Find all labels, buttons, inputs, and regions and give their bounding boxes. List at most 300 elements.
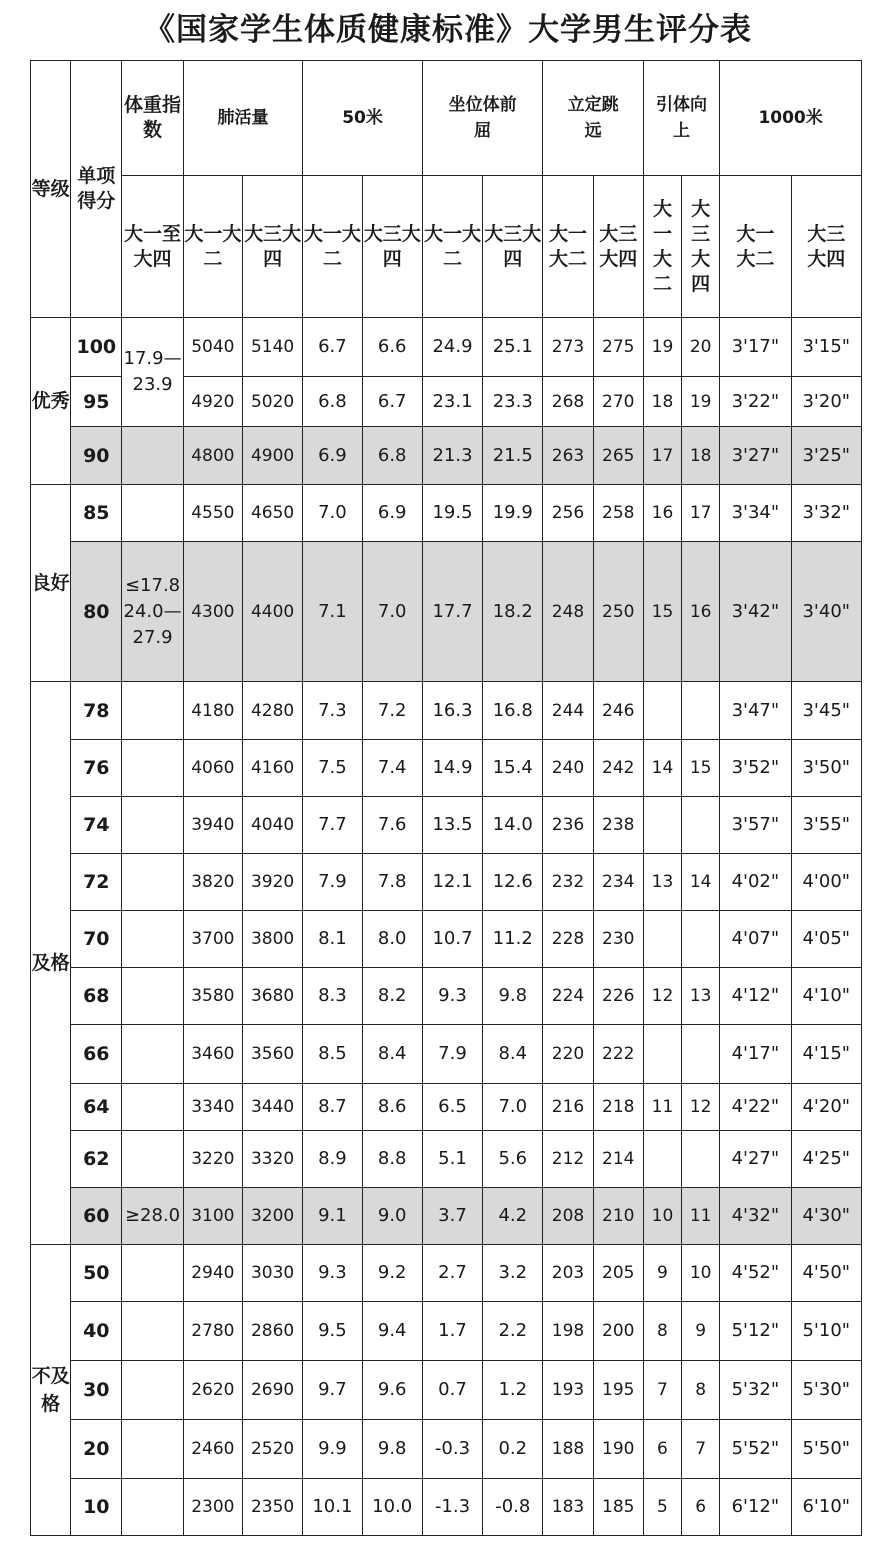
- table-row: [31, 1131, 862, 1188]
- vital-capacity-year34-cell: 4650: [242, 485, 302, 542]
- vital-capacity-year12-cell: 3580: [183, 968, 242, 1025]
- bmi-cell: [122, 1360, 183, 1419]
- table-row: [31, 911, 862, 968]
- subheader-bmi-all-years: 大一至大四: [122, 175, 183, 317]
- jump-year12-cell: 248: [543, 542, 593, 682]
- vital-capacity-year12-cell: 2460: [183, 1419, 242, 1478]
- bmi-cell: [122, 427, 183, 485]
- bmi-cell: [122, 1025, 183, 1084]
- jump-year12-cell: 224: [543, 968, 593, 1025]
- jump-year12-cell: 188: [543, 1419, 593, 1478]
- bmi-cell: [122, 1244, 183, 1301]
- pullup-year12-cell: [643, 797, 681, 854]
- score-cell: 62: [71, 1131, 122, 1188]
- grade-cell: 及格: [31, 682, 71, 1244]
- pullup-year34-cell: 20: [682, 318, 720, 377]
- 50m-year12-cell: 9.1: [303, 1187, 362, 1244]
- pullup-year12-cell: [643, 911, 681, 968]
- 50m-year34-cell: 9.6: [362, 1360, 422, 1419]
- vital-capacity-year12-cell: 3820: [183, 854, 242, 911]
- jump-year12-cell: 263: [543, 427, 593, 485]
- sit-reach-year34-cell: 19.9: [483, 485, 543, 542]
- header-pull-up: 引体向上: [643, 61, 719, 176]
- sit-reach-year12-cell: 9.3: [422, 968, 482, 1025]
- subheader-pullup-year34: 大三大四: [682, 175, 720, 317]
- page-title: 《国家学生体质健康标准》大学男生评分表: [144, 12, 752, 48]
- 1000m-year34-cell: 3'15": [791, 318, 861, 377]
- score-cell: 40: [71, 1301, 122, 1360]
- pullup-year12-cell: 18: [643, 377, 681, 427]
- sit-reach-year34-cell: 7.0: [483, 1084, 543, 1131]
- 50m-year12-cell: 8.9: [303, 1131, 362, 1188]
- subheader-jump-year12: 大一大二: [543, 175, 593, 317]
- vital-capacity-year34-cell: 4160: [242, 740, 302, 797]
- jump-year34-cell: 242: [593, 740, 643, 797]
- score-cell: 85: [71, 485, 122, 542]
- jump-year34-cell: 250: [593, 542, 643, 682]
- jump-year12-cell: 216: [543, 1084, 593, 1131]
- header-sit-and-reach: 坐位体前屈: [422, 61, 543, 176]
- score-cell: 78: [71, 682, 122, 740]
- vital-capacity-year34-cell: 5020: [242, 377, 302, 427]
- 1000m-year12-cell: 3'57": [720, 797, 791, 854]
- subheader-jump-year34: 大三大四: [593, 175, 643, 317]
- 50m-year34-cell: 9.0: [362, 1187, 422, 1244]
- pullup-year34-cell: 13: [682, 968, 720, 1025]
- 50m-year34-cell: 8.6: [362, 1084, 422, 1131]
- sit-reach-year12-cell: 1.7: [422, 1301, 482, 1360]
- sit-reach-year12-cell: 13.5: [422, 797, 482, 854]
- pullup-year34-cell: [682, 1025, 720, 1084]
- table-row: [31, 1025, 862, 1084]
- pullup-year12-cell: 13: [643, 854, 681, 911]
- 1000m-year34-cell: 5'30": [791, 1360, 861, 1419]
- 50m-year12-cell: 8.1: [303, 911, 362, 968]
- table-row: [31, 1478, 862, 1535]
- pullup-year12-cell: 12: [643, 968, 681, 1025]
- score-cell: 76: [71, 740, 122, 797]
- score-cell: 50: [71, 1244, 122, 1301]
- 1000m-year34-cell: 4'00": [791, 854, 861, 911]
- pullup-year12-cell: 14: [643, 740, 681, 797]
- score-cell: 72: [71, 854, 122, 911]
- vital-capacity-year12-cell: 3340: [183, 1084, 242, 1131]
- 50m-year34-cell: 8.0: [362, 911, 422, 968]
- 50m-year12-cell: 7.1: [303, 542, 362, 682]
- vital-capacity-year34-cell: 3560: [242, 1025, 302, 1084]
- vital-capacity-year34-cell: 3320: [242, 1131, 302, 1188]
- score-cell: 100: [71, 318, 122, 377]
- header-50m: 50米: [303, 61, 423, 176]
- subheader-1000m-year34: 大三 大四: [791, 175, 861, 317]
- table-row: [31, 1301, 862, 1360]
- vital-capacity-year34-cell: 3440: [242, 1084, 302, 1131]
- jump-year12-cell: 273: [543, 318, 593, 377]
- 50m-year34-cell: 6.6: [362, 318, 422, 377]
- score-table: [30, 60, 862, 1536]
- jump-year12-cell: 268: [543, 377, 593, 427]
- 50m-year34-cell: 7.2: [362, 682, 422, 740]
- 50m-year12-cell: 7.0: [303, 485, 362, 542]
- table-row: [31, 485, 862, 542]
- table-row: [31, 1084, 862, 1131]
- jump-year12-cell: 232: [543, 854, 593, 911]
- score-cell: 66: [71, 1025, 122, 1084]
- table-row: [31, 542, 862, 682]
- table-row: [31, 1419, 862, 1478]
- jump-year34-cell: 265: [593, 427, 643, 485]
- pullup-year34-cell: 17: [682, 485, 720, 542]
- vital-capacity-year12-cell: 3940: [183, 797, 242, 854]
- pullup-year34-cell: [682, 797, 720, 854]
- sit-reach-year12-cell: 6.5: [422, 1084, 482, 1131]
- 50m-year34-cell: 6.7: [362, 377, 422, 427]
- 1000m-year34-cell: 6'10": [791, 1478, 861, 1535]
- pullup-year34-cell: 16: [682, 542, 720, 682]
- vital-capacity-year12-cell: 4800: [183, 427, 242, 485]
- 50m-year34-cell: 8.8: [362, 1131, 422, 1188]
- 50m-year12-cell: 8.7: [303, 1084, 362, 1131]
- pullup-year34-cell: 12: [682, 1084, 720, 1131]
- 1000m-year12-cell: 4'32": [720, 1187, 791, 1244]
- vital-capacity-year12-cell: 3220: [183, 1131, 242, 1188]
- jump-year34-cell: 234: [593, 854, 643, 911]
- table-row: [31, 740, 862, 797]
- vital-capacity-year12-cell: 4060: [183, 740, 242, 797]
- 1000m-year12-cell: 5'12": [720, 1301, 791, 1360]
- 1000m-year34-cell: 3'20": [791, 377, 861, 427]
- pullup-year34-cell: [682, 1131, 720, 1188]
- sit-reach-year12-cell: -0.3: [422, 1419, 482, 1478]
- 1000m-year34-cell: 4'10": [791, 968, 861, 1025]
- score-cell: 74: [71, 797, 122, 854]
- table-row: [31, 318, 862, 377]
- sit-reach-year12-cell: 23.1: [422, 377, 482, 427]
- pullup-year34-cell: 9: [682, 1301, 720, 1360]
- 50m-year12-cell: 9.5: [303, 1301, 362, 1360]
- 1000m-year34-cell: 3'55": [791, 797, 861, 854]
- 50m-year12-cell: 7.9: [303, 854, 362, 911]
- header-score: 单项得分: [71, 61, 122, 318]
- 1000m-year12-cell: 3'17": [720, 318, 791, 377]
- subheader-pullup-year12: 大一大二: [643, 175, 681, 317]
- table-row: [31, 1187, 862, 1244]
- 50m-year34-cell: 9.2: [362, 1244, 422, 1301]
- 50m-year12-cell: 8.3: [303, 968, 362, 1025]
- sit-reach-year12-cell: 19.5: [422, 485, 482, 542]
- jump-year12-cell: 236: [543, 797, 593, 854]
- 1000m-year34-cell: 3'32": [791, 485, 861, 542]
- sit-reach-year12-cell: 21.3: [422, 427, 482, 485]
- sit-reach-year34-cell: 1.2: [483, 1360, 543, 1419]
- 1000m-year12-cell: 4'12": [720, 968, 791, 1025]
- 50m-year12-cell: 9.3: [303, 1244, 362, 1301]
- 1000m-year12-cell: 4'02": [720, 854, 791, 911]
- jump-year34-cell: 230: [593, 911, 643, 968]
- grade-cell: 良好: [31, 485, 71, 682]
- sit-reach-year34-cell: 3.2: [483, 1244, 543, 1301]
- pullup-year12-cell: [643, 1025, 681, 1084]
- 1000m-year34-cell: 5'50": [791, 1419, 861, 1478]
- 1000m-year12-cell: 3'34": [720, 485, 791, 542]
- sit-reach-year12-cell: 3.7: [422, 1187, 482, 1244]
- vital-capacity-year12-cell: 3460: [183, 1025, 242, 1084]
- bmi-cell: [122, 1478, 183, 1535]
- jump-year12-cell: 198: [543, 1301, 593, 1360]
- pullup-year12-cell: 9: [643, 1244, 681, 1301]
- vital-capacity-year34-cell: 2350: [242, 1478, 302, 1535]
- header-vital-capacity: 肺活量: [183, 61, 303, 176]
- jump-year12-cell: 244: [543, 682, 593, 740]
- grade-cell: 不及格: [31, 1244, 71, 1535]
- jump-year34-cell: 214: [593, 1131, 643, 1188]
- subheader-sitreach-year12: 大一大二: [422, 175, 482, 317]
- 50m-year12-cell: 6.9: [303, 427, 362, 485]
- bmi-cell: [122, 1419, 183, 1478]
- 1000m-year12-cell: 4'07": [720, 911, 791, 968]
- sit-reach-year34-cell: 0.2: [483, 1419, 543, 1478]
- sit-reach-year12-cell: 24.9: [422, 318, 482, 377]
- score-cell: 80: [71, 542, 122, 682]
- score-cell: 10: [71, 1478, 122, 1535]
- sit-reach-year12-cell: 7.9: [422, 1025, 482, 1084]
- 50m-year34-cell: 6.9: [362, 485, 422, 542]
- vital-capacity-year12-cell: 2620: [183, 1360, 242, 1419]
- 50m-year12-cell: 7.7: [303, 797, 362, 854]
- sit-reach-year12-cell: 16.3: [422, 682, 482, 740]
- pullup-year12-cell: 16: [643, 485, 681, 542]
- 50m-year34-cell: 6.8: [362, 427, 422, 485]
- 1000m-year12-cell: 3'42": [720, 542, 791, 682]
- bmi-cell: [122, 682, 183, 740]
- sit-reach-year12-cell: 2.7: [422, 1244, 482, 1301]
- score-cell: 90: [71, 427, 122, 485]
- bmi-cell: [122, 968, 183, 1025]
- vital-capacity-year34-cell: 4040: [242, 797, 302, 854]
- score-cell: 30: [71, 1360, 122, 1419]
- vital-capacity-year12-cell: 2780: [183, 1301, 242, 1360]
- jump-year12-cell: 208: [543, 1187, 593, 1244]
- 1000m-year12-cell: 3'52": [720, 740, 791, 797]
- pullup-year12-cell: 15: [643, 542, 681, 682]
- sit-reach-year34-cell: 12.6: [483, 854, 543, 911]
- vital-capacity-year12-cell: 4180: [183, 682, 242, 740]
- 1000m-year34-cell: 5'10": [791, 1301, 861, 1360]
- score-cell: 68: [71, 968, 122, 1025]
- sit-reach-year34-cell: 21.5: [483, 427, 543, 485]
- bmi-cell: ≤17.8 24.0—27.9: [122, 542, 183, 682]
- 50m-year12-cell: 8.5: [303, 1025, 362, 1084]
- subheader-50m-year34: 大三大四: [362, 175, 422, 317]
- sit-reach-year34-cell: 11.2: [483, 911, 543, 968]
- 50m-year34-cell: 7.4: [362, 740, 422, 797]
- score-cell: 60: [71, 1187, 122, 1244]
- 50m-year12-cell: 7.3: [303, 682, 362, 740]
- jump-year34-cell: 190: [593, 1419, 643, 1478]
- sit-reach-year34-cell: 18.2: [483, 542, 543, 682]
- 1000m-year34-cell: 4'25": [791, 1131, 861, 1188]
- sit-reach-year34-cell: 9.8: [483, 968, 543, 1025]
- jump-year34-cell: 222: [593, 1025, 643, 1084]
- vital-capacity-year34-cell: 3800: [242, 911, 302, 968]
- jump-year34-cell: 210: [593, 1187, 643, 1244]
- jump-year12-cell: 220: [543, 1025, 593, 1084]
- jump-year34-cell: 275: [593, 318, 643, 377]
- pullup-year34-cell: 6: [682, 1478, 720, 1535]
- 50m-year34-cell: 9.4: [362, 1301, 422, 1360]
- jump-year34-cell: 195: [593, 1360, 643, 1419]
- vital-capacity-year34-cell: 3030: [242, 1244, 302, 1301]
- subheader-50m-year12: 大一大二: [303, 175, 362, 317]
- jump-year34-cell: 200: [593, 1301, 643, 1360]
- subheader-vital-year34: 大三大四: [242, 175, 302, 317]
- 50m-year34-cell: 8.2: [362, 968, 422, 1025]
- vital-capacity-year34-cell: 4900: [242, 427, 302, 485]
- header-grade: 等级: [31, 61, 71, 318]
- jump-year12-cell: 183: [543, 1478, 593, 1535]
- 1000m-year12-cell: 4'52": [720, 1244, 791, 1301]
- pullup-year34-cell: 11: [682, 1187, 720, 1244]
- sit-reach-year34-cell: 16.8: [483, 682, 543, 740]
- 50m-year34-cell: 8.4: [362, 1025, 422, 1084]
- header-standing-jump: 立定跳远: [543, 61, 643, 176]
- 50m-year12-cell: 6.7: [303, 318, 362, 377]
- 1000m-year34-cell: 3'45": [791, 682, 861, 740]
- pullup-year12-cell: 11: [643, 1084, 681, 1131]
- jump-year12-cell: 240: [543, 740, 593, 797]
- bmi-cell: [122, 854, 183, 911]
- sit-reach-year12-cell: 17.7: [422, 542, 482, 682]
- pullup-year34-cell: 10: [682, 1244, 720, 1301]
- subheader-sitreach-year34: 大三大四: [483, 175, 543, 317]
- vital-capacity-year12-cell: 2940: [183, 1244, 242, 1301]
- jump-year12-cell: 203: [543, 1244, 593, 1301]
- vital-capacity-year34-cell: 2690: [242, 1360, 302, 1419]
- pullup-year34-cell: 14: [682, 854, 720, 911]
- pullup-year12-cell: 7: [643, 1360, 681, 1419]
- vital-capacity-year34-cell: 3200: [242, 1187, 302, 1244]
- 50m-year12-cell: 10.1: [303, 1478, 362, 1535]
- pullup-year34-cell: [682, 682, 720, 740]
- 1000m-year12-cell: 6'12": [720, 1478, 791, 1535]
- 50m-year34-cell: 7.8: [362, 854, 422, 911]
- bmi-cell: ≥28.0: [122, 1187, 183, 1244]
- vital-capacity-year12-cell: 3700: [183, 911, 242, 968]
- 50m-year34-cell: 7.6: [362, 797, 422, 854]
- jump-year12-cell: 256: [543, 485, 593, 542]
- 1000m-year12-cell: 3'27": [720, 427, 791, 485]
- pullup-year34-cell: 7: [682, 1419, 720, 1478]
- 1000m-year34-cell: 4'20": [791, 1084, 861, 1131]
- table-row: [31, 854, 862, 911]
- pullup-year12-cell: 10: [643, 1187, 681, 1244]
- table-row: [31, 968, 862, 1025]
- grade-cell: 优秀: [31, 318, 71, 485]
- 1000m-year34-cell: 4'15": [791, 1025, 861, 1084]
- sit-reach-year12-cell: 12.1: [422, 854, 482, 911]
- vital-capacity-year34-cell: 4280: [242, 682, 302, 740]
- vital-capacity-year34-cell: 3680: [242, 968, 302, 1025]
- sit-reach-year34-cell: 4.2: [483, 1187, 543, 1244]
- vital-capacity-year12-cell: 2300: [183, 1478, 242, 1535]
- 50m-year12-cell: 7.5: [303, 740, 362, 797]
- 50m-year12-cell: 6.8: [303, 377, 362, 427]
- vital-capacity-year34-cell: 2860: [242, 1301, 302, 1360]
- bmi-cell: 17.9—23.9: [122, 318, 183, 427]
- bmi-cell: [122, 740, 183, 797]
- 50m-year34-cell: 10.0: [362, 1478, 422, 1535]
- sit-reach-year12-cell: -1.3: [422, 1478, 482, 1535]
- 50m-year34-cell: 7.0: [362, 542, 422, 682]
- pullup-year12-cell: 17: [643, 427, 681, 485]
- 1000m-year12-cell: 4'27": [720, 1131, 791, 1188]
- jump-year34-cell: 258: [593, 485, 643, 542]
- sit-reach-year34-cell: 15.4: [483, 740, 543, 797]
- score-cell: 70: [71, 911, 122, 968]
- bmi-cell: [122, 911, 183, 968]
- 1000m-year34-cell: 3'50": [791, 740, 861, 797]
- 1000m-year34-cell: 3'25": [791, 427, 861, 485]
- sit-reach-year34-cell: 25.1: [483, 318, 543, 377]
- sit-reach-year34-cell: 14.0: [483, 797, 543, 854]
- pullup-year12-cell: [643, 1131, 681, 1188]
- 1000m-year12-cell: 5'32": [720, 1360, 791, 1419]
- 50m-year34-cell: 9.8: [362, 1419, 422, 1478]
- sit-reach-year34-cell: 2.2: [483, 1301, 543, 1360]
- vital-capacity-year34-cell: 4400: [242, 542, 302, 682]
- header-bmi: 体重指数: [122, 61, 183, 176]
- jump-year34-cell: 238: [593, 797, 643, 854]
- bmi-cell: [122, 1084, 183, 1131]
- vital-capacity-year12-cell: 5040: [183, 318, 242, 377]
- vital-capacity-year34-cell: 3920: [242, 854, 302, 911]
- pullup-year34-cell: 8: [682, 1360, 720, 1419]
- pullup-year34-cell: [682, 911, 720, 968]
- bmi-cell: [122, 485, 183, 542]
- 1000m-year34-cell: 3'40": [791, 542, 861, 682]
- sit-reach-year34-cell: 5.6: [483, 1131, 543, 1188]
- vital-capacity-year34-cell: 2520: [242, 1419, 302, 1478]
- jump-year34-cell: 218: [593, 1084, 643, 1131]
- bmi-cell: [122, 1131, 183, 1188]
- sit-reach-year12-cell: 5.1: [422, 1131, 482, 1188]
- jump-year34-cell: 270: [593, 377, 643, 427]
- header-1000m: 1000米: [720, 61, 862, 176]
- sit-reach-year12-cell: 14.9: [422, 740, 482, 797]
- vital-capacity-year12-cell: 4550: [183, 485, 242, 542]
- subheader-1000m-year12: 大一 大二: [720, 175, 791, 317]
- sit-reach-year12-cell: 10.7: [422, 911, 482, 968]
- pullup-year12-cell: 6: [643, 1419, 681, 1478]
- subheader-vital-year12: 大一大二: [183, 175, 242, 317]
- 1000m-year34-cell: 4'05": [791, 911, 861, 968]
- 1000m-year34-cell: 4'50": [791, 1244, 861, 1301]
- 1000m-year12-cell: 3'22": [720, 377, 791, 427]
- pullup-year12-cell: 19: [643, 318, 681, 377]
- vital-capacity-year12-cell: 4920: [183, 377, 242, 427]
- score-cell: 64: [71, 1084, 122, 1131]
- score-cell: 95: [71, 377, 122, 427]
- table-row: [31, 1244, 862, 1301]
- 50m-year12-cell: 9.9: [303, 1419, 362, 1478]
- sit-reach-year34-cell: -0.8: [483, 1478, 543, 1535]
- pullup-year34-cell: 18: [682, 427, 720, 485]
- pullup-year12-cell: [643, 682, 681, 740]
- 1000m-year12-cell: 4'17": [720, 1025, 791, 1084]
- jump-year34-cell: 226: [593, 968, 643, 1025]
- vital-capacity-year34-cell: 5140: [242, 318, 302, 377]
- jump-year34-cell: 185: [593, 1478, 643, 1535]
